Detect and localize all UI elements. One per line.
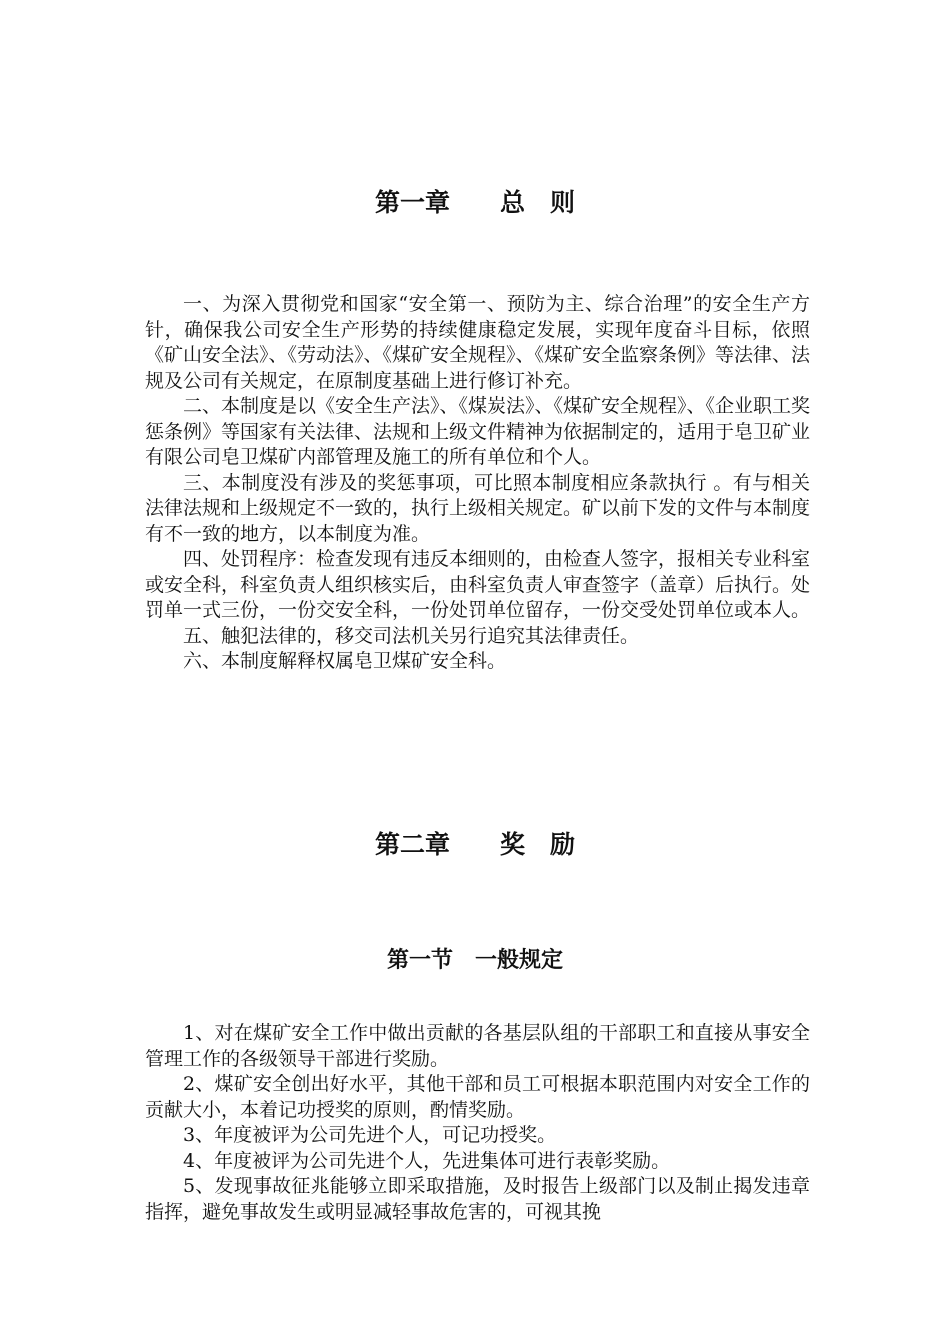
paragraph: 4、年度被评为公司先进个人，先进集体可进行表彰奖励。 (183, 1149, 671, 1172)
paragraph: 1、对在煤矿安全工作中做出贡献的各基层队组的干部职工和直接从事安全管理工作的各级领导干部进行奖励。 (145, 1022, 810, 1070)
chapter-1-title: 第一章 总 则 (374, 188, 575, 217)
paragraph: 三、本制度没有涉及的奖惩事项，可比照本制度相应条款执行 。有与相关法律法规和上级规定不一致的，执行上级相关规定。矿以前下发的文件与本制度有不一致的地方，以本制度为准。 (145, 471, 811, 545)
paragraph: 二、本制度是以《安全生产法》、《煤炭法》、《煤矿安全规程》、《企业职工奖惩条例》等国家有关法律、法规和上级文件精神为依据制定的，适用于皂卫矿业有限公司皂卫煤矿内部管理及施工的所有单位和个人。 (145, 395, 811, 468)
paragraph: 一、为深入贯彻党和国家“安全第一、预防为主、综合治理”的安全生产方针，确保我公司安全生产形势的持续健康稳定发展，实现年度奋斗目标，依照《矿山安全法》、《劳动法》、《煤矿安全规程》、《煤矿安全监察条例》等法律、法规及公司有关规定，在原制度基础上进行修订补充。 (145, 293, 811, 392)
paragraph: 3、年度被评为公司先进个人，可记功授奖。 (183, 1124, 557, 1146)
paragraph: 六、本制度解释权属皂卫煤矿安全科。 (183, 650, 507, 672)
section-1-title: 第一节 一般规定 (386, 948, 563, 973)
paragraph: 5、发现事故征兆能够立即采取措施，及时报告上级部门以及制止揭发违章指挥，避免事故发生或明显减轻事故危害的，可视其挽 (145, 1175, 810, 1223)
paragraph: 2、煤矿安全创出好水平，其他干部和员工可根据本职范围内对安全工作的贡献大小，本着记功授奖的原则，酌情奖励。 (145, 1073, 810, 1121)
paragraph: 五、触犯法律的，移交司法机关另行追究其法律责任。 (183, 624, 640, 647)
paragraph: 四、处罚程序：检查发现有违反本细则的，由检查人签字，报相关专业科室或安全科，科室负责人组织核实后，由科室负责人审查签字（盖章）后执行。处罚单一式三份，一份交安全科，一份处罚单位留存，一份交受处罚单位或本人。 (145, 548, 811, 621)
section-1-body (145, 1021, 810, 1225)
chapter-2-title: 第二章 奖 励 (374, 830, 575, 859)
chapter-1-body (145, 292, 810, 675)
